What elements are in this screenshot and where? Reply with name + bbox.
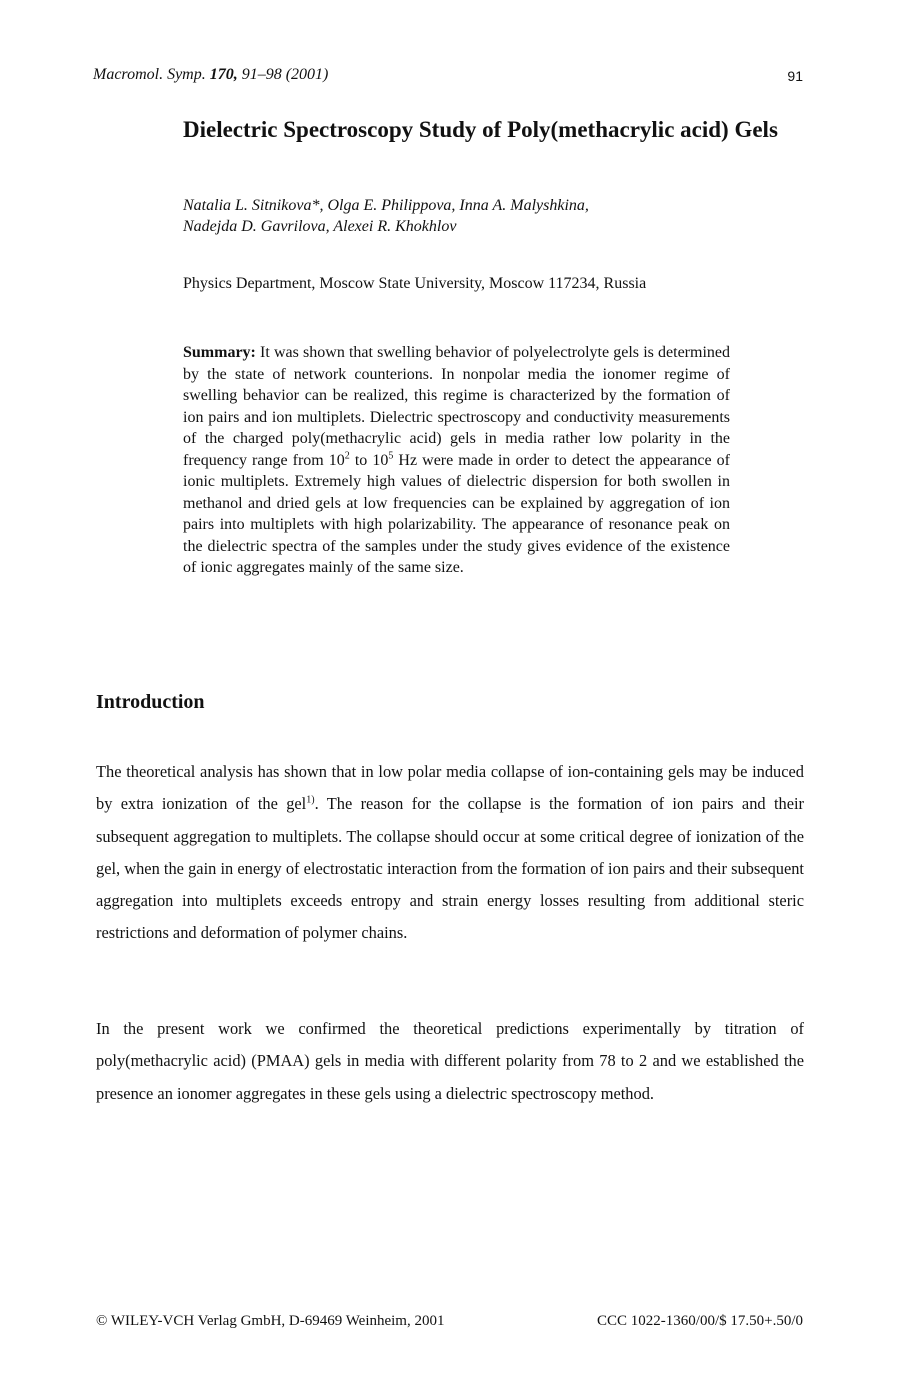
footer-ccc-code: CCC 1022-1360/00/$ 17.50+.50/0 xyxy=(597,1313,803,1329)
author-list xyxy=(183,195,803,237)
article-title: Dielectric Spectroscopy Study of Poly(methacrylic acid) Gels xyxy=(183,117,778,142)
footer-copyright: © WILEY-VCH Verlag GmbH, D-69469 Weinheim, 2001 xyxy=(96,1313,445,1329)
journal-pages-year: 91–98 (2001) xyxy=(237,66,329,83)
summary-abstract xyxy=(183,342,730,579)
intro-paragraph-1 xyxy=(96,756,804,950)
summary-text-a: It was shown that swelling behavior of polyelectrolyte gels is determined by the state of network counterions. In nonpolar media the ionomer regime of swelling behavior can be realized, this regime is characterized by the formation of ion pairs and ion multiplets. Dielectric spectroscopy and conductivity measurements of the charged poly(methacrylic acid) gels in media rather low polarity in the frequency range from 10 xyxy=(183,344,730,469)
journal-volume: 170, xyxy=(209,66,238,83)
journal-name: Macromol. Symp. xyxy=(93,66,210,83)
section-heading-introduction: Introduction xyxy=(96,691,205,713)
summary-text-c: Hz were made in order to detect the appearance of ionic multiplets. Extremely high values of dielectric dispersion for both swollen in methanol and dried gels at low frequencies can be explained by aggregation of ion pairs into multiplets with high polarizability. The appearance of resonance peak on the dielectric spectra of the samples under the study gives evidence of the existence of ionic aggregates mainly of the same size. xyxy=(183,451,731,576)
authors-line-2: Nadejda D. Gavrilova, Alexei R. Khokhlov xyxy=(183,218,457,235)
affiliation: Physics Department, Moscow State University, Moscow 117234, Russia xyxy=(183,275,647,292)
intro-p1-text-a: The theoretical analysis has shown that in low polar media collapse of ion-containing gels may be induced by extra ionization of the gel xyxy=(96,762,804,814)
summary-exponent-a: 2 xyxy=(344,450,350,462)
journal-citation xyxy=(93,66,328,84)
intro-paragraph-2: In the present work we confirmed the theoretical predictions experimentally by titration of poly(methacrylic acid) (PMAA) gels in media with different polarity from 78 to 2 and we established the presence an ionomer aggregates in these gels using a dielectric spectroscopy method. xyxy=(96,1019,804,1103)
authors-line-1: Natalia L. Sitnikova*, Olga E. Philippova, Inna A. Malyshkina, xyxy=(183,197,589,214)
summary-exponent-b: 5 xyxy=(388,450,394,462)
summary-label: Summary: xyxy=(183,344,256,361)
page-number: 91 xyxy=(787,68,803,84)
summary-text-b: to 10 xyxy=(349,451,389,469)
citation-reference: 1) xyxy=(306,794,315,806)
intro-p1-text-b: . The reason for the collapse is the formation of ion pairs and their subsequent aggregation to multiplets. The collapse should occur at some critical degree of ionization of the gel, when the gain in energy of electrostatic interaction from the formation of ion pairs and their subsequent aggregation into multiplets exceeds entropy and strain energy losses resulting from additional steric restrictions and deformation of polymer chains. xyxy=(96,794,804,943)
